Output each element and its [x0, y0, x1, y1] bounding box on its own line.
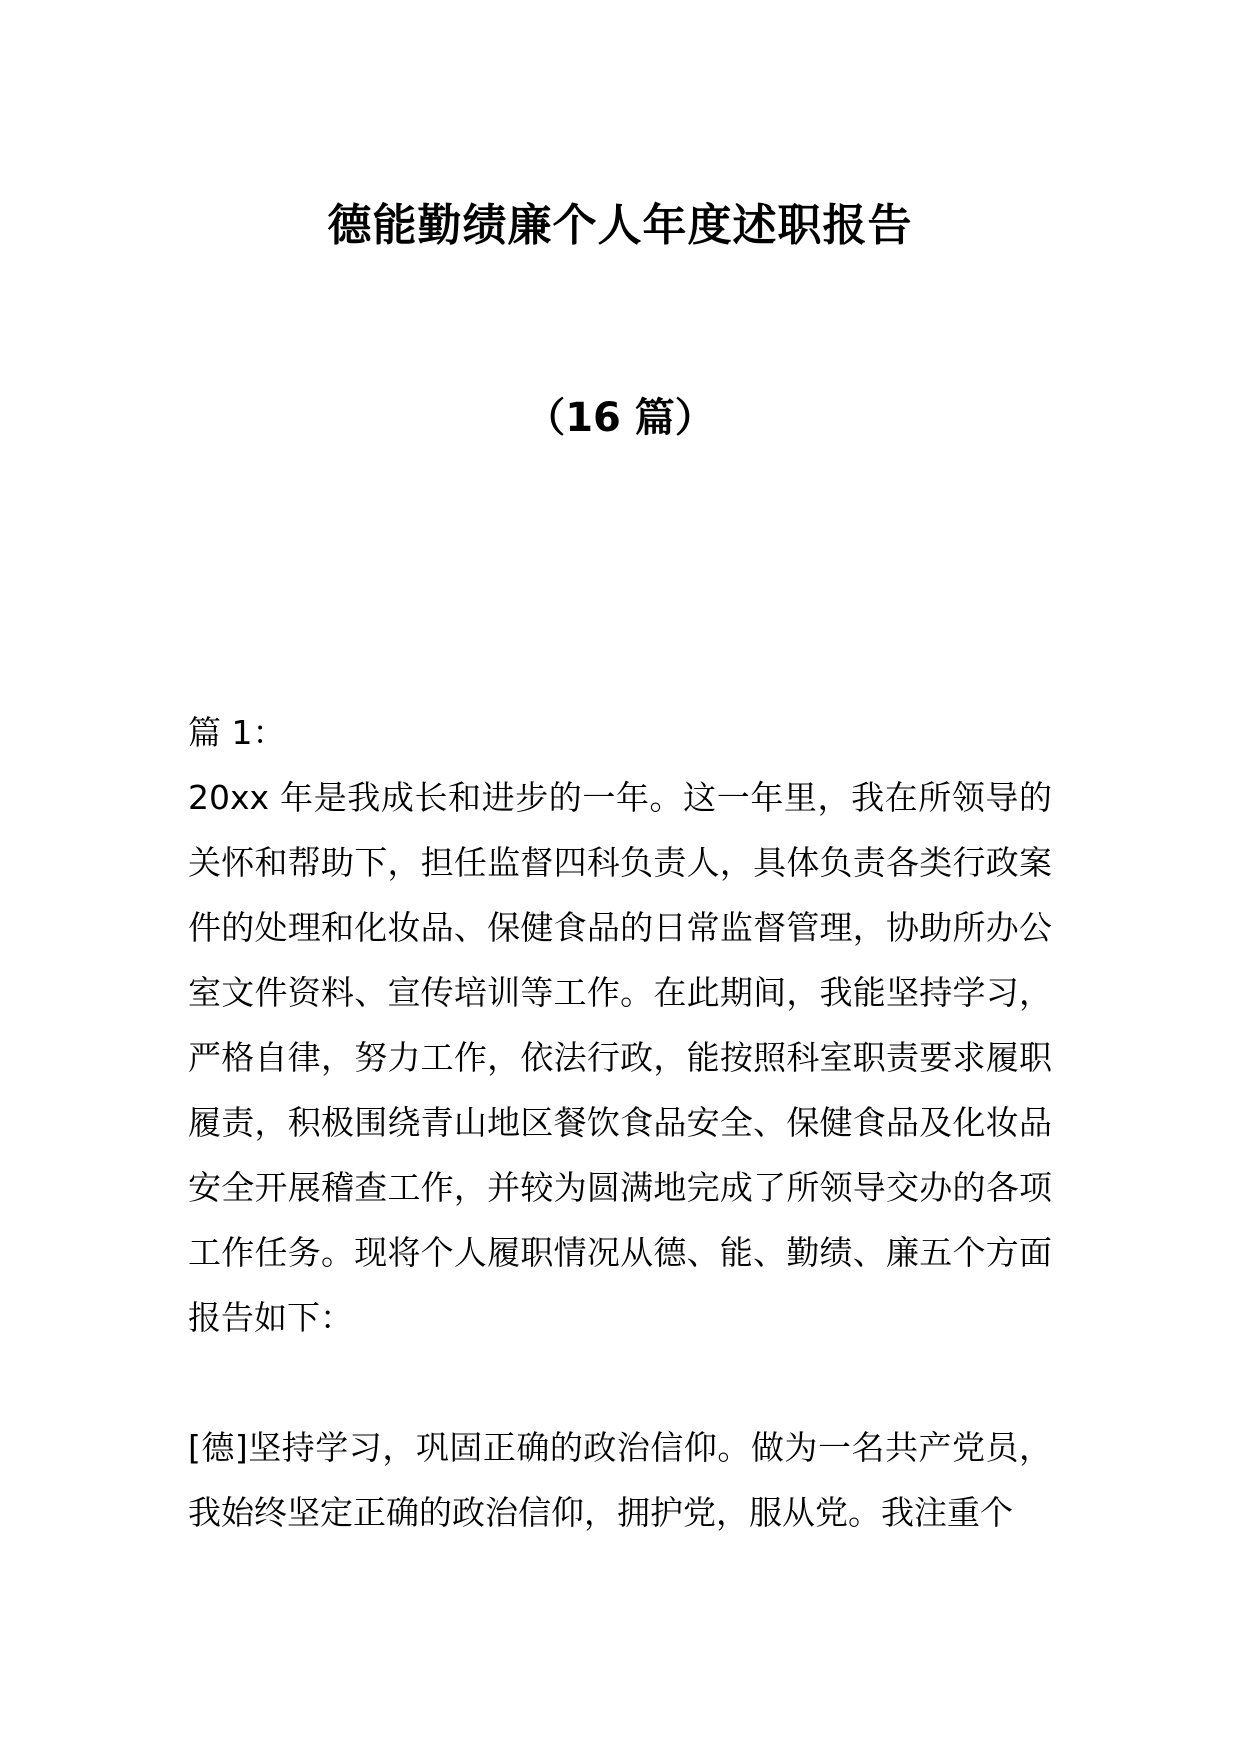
- document-title: 德能勤绩廉个人年度述职报告: [327, 200, 913, 251]
- section-label: 篇 1：: [188, 713, 286, 752]
- paragraph-intro: 20xx 年是我成长和进步的一年。这一年里，我在所领导的关怀和帮助下，担任监督四科负责人，具体负责各类行政案件的处理和化妆品、保健食品的日常监督管理，协助所办公室文件资料、宣传培训等工作。在此期间，我能坚持学习，严格自律，努力工作，依法行政，能按照科室职责要求履职履责，积极围绕青山地区餐饮食品安全、保健食品及化妆品安全开展稽查工作，并较为圆满地完成了所领导交办的各项工作任务。现将个人履职情况从德、能、勤绩、廉五个方面报告如下：: [188, 778, 1052, 1337]
- document-subtitle: （16 篇）: [525, 395, 715, 441]
- paragraph-virtue: [德]坚持学习，巩固正确的政治信仰。做为一名共产党员，我始终坚定正确的政治信仰，拥护党，服从党。我注重个: [188, 1428, 1052, 1532]
